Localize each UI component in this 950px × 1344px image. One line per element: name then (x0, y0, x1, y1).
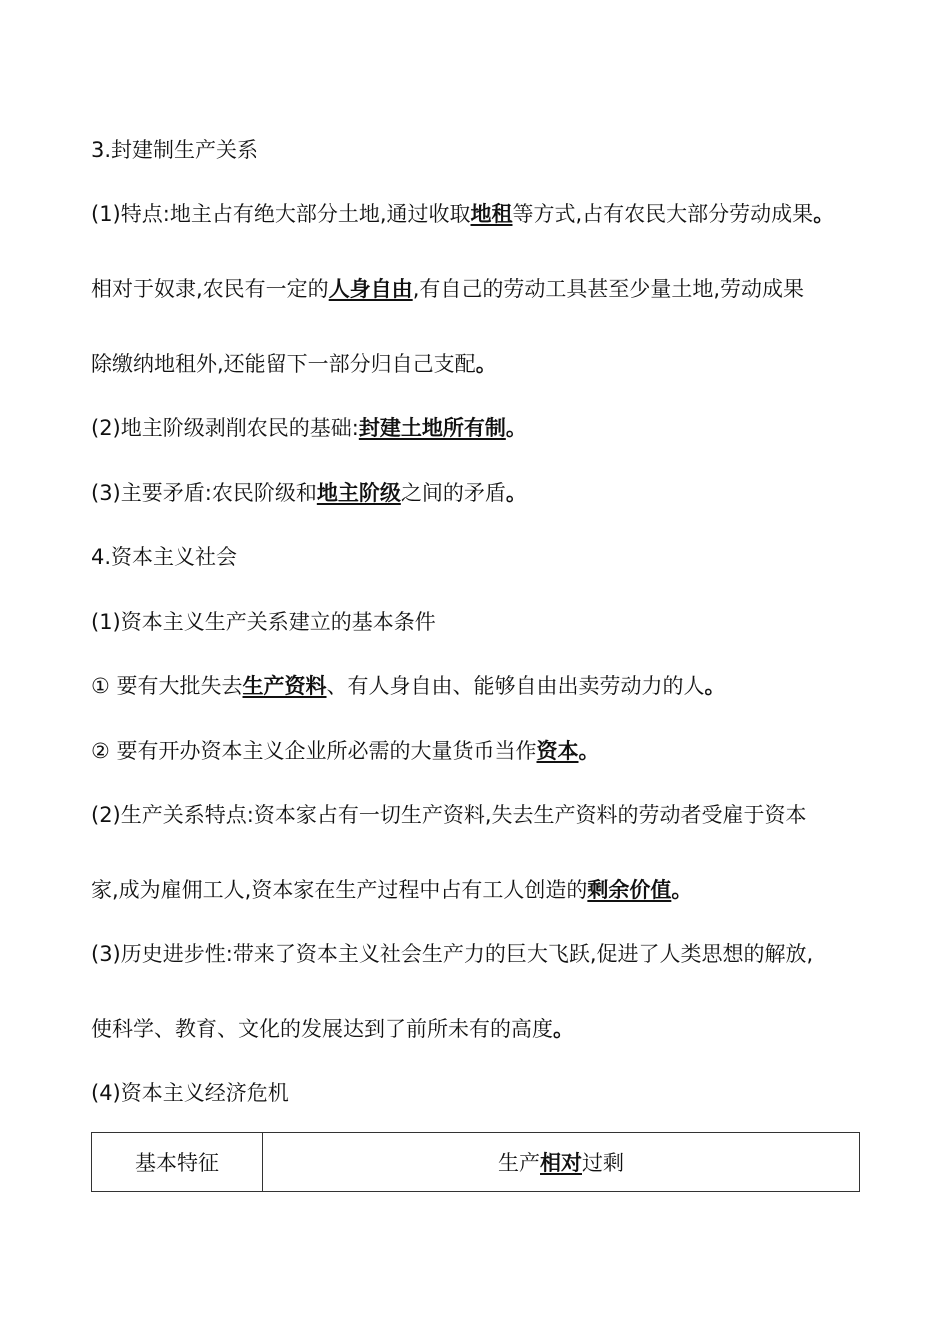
keyword-relative: 相对 (540, 1151, 582, 1175)
keyword-personal-freedom: 人身自由 (328, 277, 413, 301)
period: 。 (671, 878, 693, 902)
feudal-feature-line-1 (91, 200, 834, 228)
text: (1)特点:地主占有绝大部分土地,通过收取 (91, 202, 471, 226)
capitalist-relations-line-2 (91, 876, 692, 904)
historical-progress-line-2 (91, 1015, 574, 1043)
text: 生产 (498, 1151, 540, 1175)
capitalist-relations-line-1: (2)生产关系特点:资本家占有一切生产资料,失去生产资料的劳动者受雇于资本 (91, 803, 807, 827)
keyword-landlord-class: 地主阶级 (316, 481, 401, 505)
condition-2 (91, 737, 600, 765)
period: 。 (578, 739, 600, 763)
section-3-heading: 3.封建制生产关系 (91, 138, 259, 162)
keyword-feudal-land-ownership: 封建土地所有制 (358, 416, 506, 440)
period: 。 (505, 416, 527, 440)
feudal-feature-line-3 (91, 350, 497, 378)
period: 。 (475, 352, 497, 376)
keyword-means-of-production: 生产资料 (242, 674, 327, 698)
text: 家,成为雇佣工人,资本家在生产过程中占有工人创造的 (91, 878, 588, 902)
economic-crisis-title: (4)资本主义经济危机 (91, 1081, 289, 1105)
text: (3)主要矛盾:农民阶级和 (91, 481, 317, 505)
feudal-main-contradiction (91, 479, 527, 507)
historical-progress-line-1: (3)历史进步性:带来了资本主义社会生产力的巨大飞跃,促进了人类思想的解放, (91, 942, 814, 966)
period: 。 (505, 481, 527, 505)
keyword-capital: 资本 (536, 739, 579, 763)
section-4-heading: 4.资本主义社会 (91, 545, 238, 569)
feudal-exploitation-basis (91, 414, 527, 442)
period: 。 (553, 1017, 574, 1041)
text: 之间的矛盾 (400, 481, 506, 505)
capitalism-conditions-title: (1)资本主义生产关系建立的基本条件 (91, 610, 436, 634)
economic-crisis-table (91, 1132, 860, 1192)
text: ,有自己的劳动工具甚至少量土地,劳动成果 (412, 277, 805, 301)
text: 相对于奴隶,农民有一定的 (91, 277, 329, 301)
condition-1 (91, 672, 726, 700)
text: (2)地主阶级剥削农民的基础: (91, 416, 359, 440)
table-row (92, 1133, 860, 1192)
keyword-surplus-value: 剩余价值 (587, 878, 672, 902)
text: ② 要有开办资本主义企业所必需的大量货币当作 (91, 739, 537, 763)
table-value-cell (263, 1133, 860, 1192)
period: 。 (704, 674, 726, 698)
text: ① 要有大批失去 (91, 674, 243, 698)
text: 除缴纳地租外,还能留下一部分归自己支配 (91, 352, 476, 376)
text: 等方式,占有农民大部分劳动成果 (512, 202, 814, 226)
keyword-land-rent: 地租 (470, 202, 513, 226)
text: 使科学、教育、文化的发展达到了前所未有的高度 (91, 1017, 553, 1041)
period: 。 (813, 202, 835, 226)
text: 、有人身自由、能够自由出卖劳动力的人 (326, 674, 705, 698)
feudal-feature-line-2 (91, 275, 804, 303)
table-label-cell: 基本特征 (92, 1133, 263, 1192)
text: 过剩 (582, 1151, 624, 1175)
